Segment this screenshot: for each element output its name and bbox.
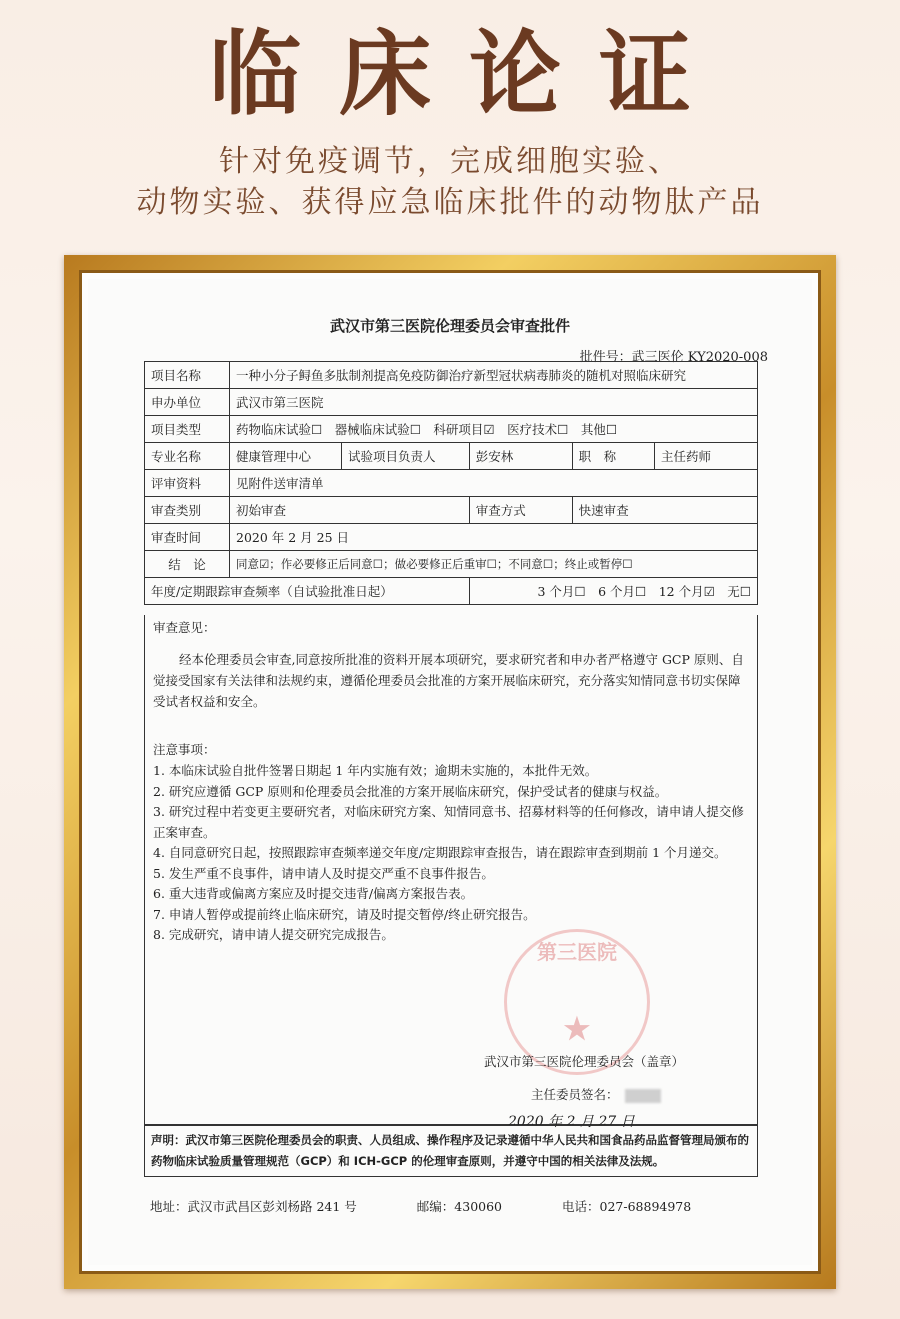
table-row	[145, 524, 758, 551]
review-category-label: 审查类别	[145, 497, 230, 524]
list-item: 6. 重大违背或偏离方案应及时提交违背/偏离方案报告表。	[153, 886, 474, 901]
list-item: 4. 自同意研究日起，按照跟踪审查频率递交年度/定期跟踪审查报告，请在跟踪审查到期前 1 个月递交。	[153, 845, 727, 860]
table-row	[145, 443, 758, 470]
table-row	[145, 578, 758, 605]
review-category-value: 初始审查	[230, 497, 470, 524]
footer-postcode: 邮编：430060	[416, 1199, 503, 1214]
specialty-label: 专业名称	[145, 443, 230, 470]
table-row	[145, 551, 758, 578]
type-options: 药物临床试验☐ 器械临床试验☐ 科研项目☑ 医疗技术☐ 其他☐	[230, 416, 758, 443]
conclusion-label: 结 论	[145, 551, 230, 578]
approval-document	[88, 279, 812, 1265]
frequency-label: 年度/定期跟踪审查频率（自试验批准日起）	[145, 578, 470, 605]
approval-number: 批件号：武三医伦 KY2020-008	[579, 350, 768, 365]
document-footer	[150, 1197, 747, 1215]
declaration: 声明：武汉市第三医院伦理委员会的职责、人员组成、操作程序及记录遵循中华人民共和国食品药品监督管理局颁布的药物临床试验质量管理规范（GCP）和 ICH-GCP 的伦理审查原则，并遵守中国的相关法律及法规。	[144, 1125, 758, 1177]
page-headline: 临床论证	[208, 21, 729, 128]
info-table	[144, 361, 758, 605]
pi-value: 彭安林	[469, 443, 572, 470]
materials-value: 见附件送审清单	[230, 470, 758, 497]
frequency-options: 3 个月☐ 6 个月☐ 12 个月☑ 无☐	[469, 578, 757, 605]
notice-heading: 注意事项：	[153, 742, 216, 757]
list-item: 3. 研究过程中若变更主要研究者，对临床研究方案、知情同意书、招募材料等的任何修改，请申请人提交修正案审查。	[153, 804, 744, 840]
document-title: 武汉市第三医院伦理委员会审查批件	[329, 317, 570, 335]
materials-label: 评审资料	[145, 470, 230, 497]
star-icon: ★	[563, 1012, 591, 1047]
list-item: 5. 发生严重不良事件，请申请人及时提交严重不良事件报告。	[153, 865, 494, 881]
gold-frame	[64, 255, 836, 1289]
project-name-label: 项目名称	[145, 362, 230, 389]
title-label: 职 称	[572, 443, 654, 470]
list-item: 8. 完成研究，请申请人提交研究完成报告。	[153, 927, 394, 942]
list-item: 2. 研究应遵循 GCP 原则和伦理委员会批准的方案开展临床研究，保护受试者的健康与权益。	[153, 783, 668, 799]
review-method-value: 快速审查	[572, 497, 757, 524]
redacted-signature	[625, 1089, 661, 1103]
chair-signature-label: 主任委员签名：	[531, 1087, 619, 1102]
conclusion-options: 同意☑；作必要修正后同意☐；做必要修正后重审☐；不同意☐；终止或暂停☐	[230, 551, 758, 578]
subtitle-line-1: 针对免疫调节，完成细胞实验、	[219, 144, 681, 179]
subtitle-line-2: 动物实验、获得应急临床批件的动物肽产品	[136, 185, 764, 220]
applicant-value: 武汉市第三医院	[230, 389, 758, 416]
specialty-value: 健康管理中心	[230, 443, 342, 470]
organization-signature: 武汉市第三医院伦理委员会（盖章）	[484, 1054, 685, 1069]
applicant-label: 申办单位	[145, 389, 230, 416]
opinion-body: 经本伦理委员会审查,同意按所批准的资料开展本项研究，要求研究者和申办者严格遵守 GCP 原则、自觉接受国家有关法律和法规约束，遵循伦理委员会批准的方案开展临床研究，充分落实知情同意书切实保障受试者权益和安全。	[153, 652, 744, 709]
notice-list	[153, 761, 749, 946]
project-name-value: 一种小分子鲟鱼多肽制剂提高免疫防御治疗新型冠状病毒肺炎的随机对照临床研究	[230, 362, 758, 389]
table-row	[145, 389, 758, 416]
review-time-label: 审查时间	[145, 524, 230, 551]
review-method-label: 审查方式	[469, 497, 572, 524]
review-time-value: 2020 年 2 月 25 日	[230, 524, 758, 551]
pi-label: 试验项目负责人	[341, 443, 469, 470]
review-opinion-box	[144, 615, 758, 1125]
footer-phone: 电话：027-68894978	[562, 1199, 692, 1214]
signature-date: 2020 年 2 月 27 日	[508, 1114, 635, 1130]
table-row	[145, 470, 758, 497]
type-label: 项目类型	[145, 416, 230, 443]
chair-signature	[531, 1085, 661, 1103]
frame-mat	[79, 270, 821, 1274]
list-item: 7. 申请人暂停或提前终止临床研究，请及时提交暂停/终止研究报告。	[153, 906, 536, 922]
list-item: 1. 本临床试验自批件签署日期起 1 年内实施有效；逾期未实施的，本批件无效。	[153, 763, 598, 778]
footer-address: 地址：武汉市武昌区彭刘杨路 241 号	[150, 1199, 357, 1214]
table-row	[145, 416, 758, 443]
table-row	[145, 497, 758, 524]
title-value: 主任药师	[655, 443, 758, 470]
table-row	[145, 362, 758, 389]
seal-text: 第三医院	[537, 940, 617, 964]
opinion-heading: 审查意见：	[153, 620, 216, 635]
